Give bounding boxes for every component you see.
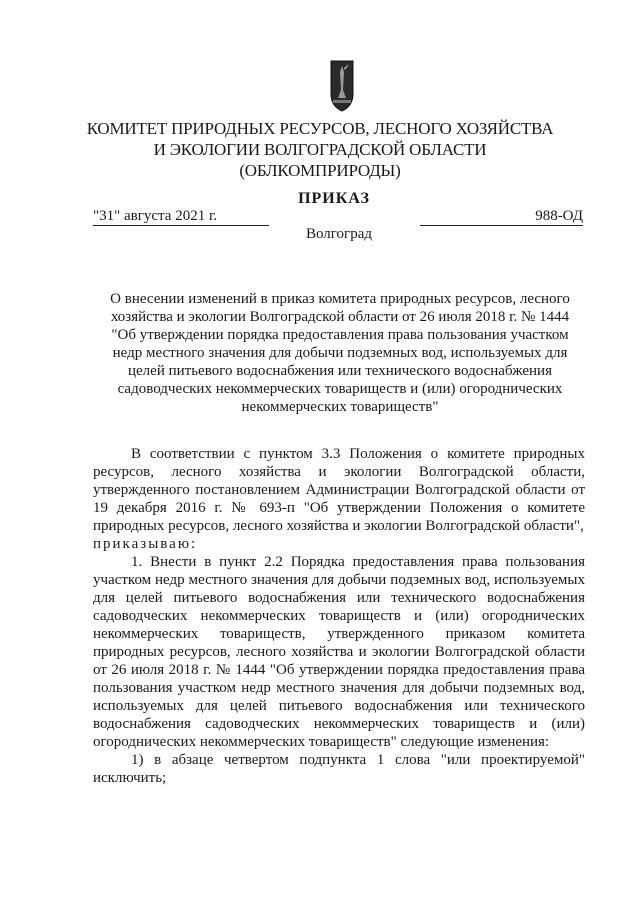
order-word: приказываю:	[93, 536, 198, 552]
coat-of-arms-icon	[330, 60, 354, 112]
org-line: И ЭКОЛОГИИ ВОЛГОГРАДСКОЙ ОБЛАСТИ	[153, 140, 487, 159]
order-date: "31" августа 2021 г.	[93, 207, 269, 226]
item-1-paragraph: 1. Внести в пункт 2.2 Порядка предоставления права пользования участком недр местного значения для добычи подземных вод, используемых для целей питьевого водоснабжения или технического водоснабжения садоводческих некоммерческих товариществ и (или) огороднических некоммерческих товариществ, утвержденного приказом комитета природных ресурсов, лесного хозяйства и экологии Волгоградской области от 26 июля 2018 г. № 1444 "Об утверждении порядка предоставления права пользования участком недр местного значения для добычи подземных вод, используемых для целей питьевого водоснабжения или технического водоснабжения садоводческих некоммерческих товариществ и (или) огороднических некоммерческих товариществ" следующие изменения:	[93, 554, 585, 750]
organization-name	[0, 118, 640, 181]
order-city: Волгоград	[305, 226, 372, 242]
item-1-1-paragraph: 1) в абзаце четвертом подпункта 1 слова "или проектируемой" исключить;	[93, 752, 585, 786]
order-number: 988-ОД	[420, 207, 583, 226]
order-subject	[100, 290, 580, 416]
preamble-paragraph: В соответствии с пунктом 3.3 Положения о комитете природных ресурсов, лесного хозяйства и экологии Волгоградской области, утвержденного постановлением Администрации Волгоградской области от 19 декабря 2016 г. № 693-п "Об утверждении Положения о комитете природных ресурсов, лесного хозяйства и экологии Волгоградской области",	[93, 446, 585, 534]
subject-line: О внесении изменений в приказ комитета природных ресурсов, лесного	[110, 291, 570, 307]
subject-line: некоммерческих товариществ"	[241, 399, 439, 415]
subject-line: хозяйства и экологии Волгоградской области от 26 июля 2018 г. № 1444	[110, 309, 570, 325]
document-title: ПРИКАЗ	[298, 190, 370, 207]
subject-line: садоводческих некоммерческих товариществ и (или) огороднических	[117, 381, 563, 397]
subject-line: целей питьевого водоснабжения или технического водоснабжения	[128, 363, 552, 379]
org-line: (ОБЛКОМПРИРОДЫ)	[239, 161, 401, 180]
org-line: КОМИТЕТ ПРИРОДНЫХ РЕСУРСОВ, ЛЕСНОГО ХОЗЯЙСТВА	[86, 119, 554, 138]
subject-line: "Об утверждении порядка предоставления права пользования участком	[111, 327, 569, 343]
subject-line: недр местного значения для добычи подземных вод, используемых для	[112, 345, 568, 361]
document-body	[93, 445, 585, 787]
